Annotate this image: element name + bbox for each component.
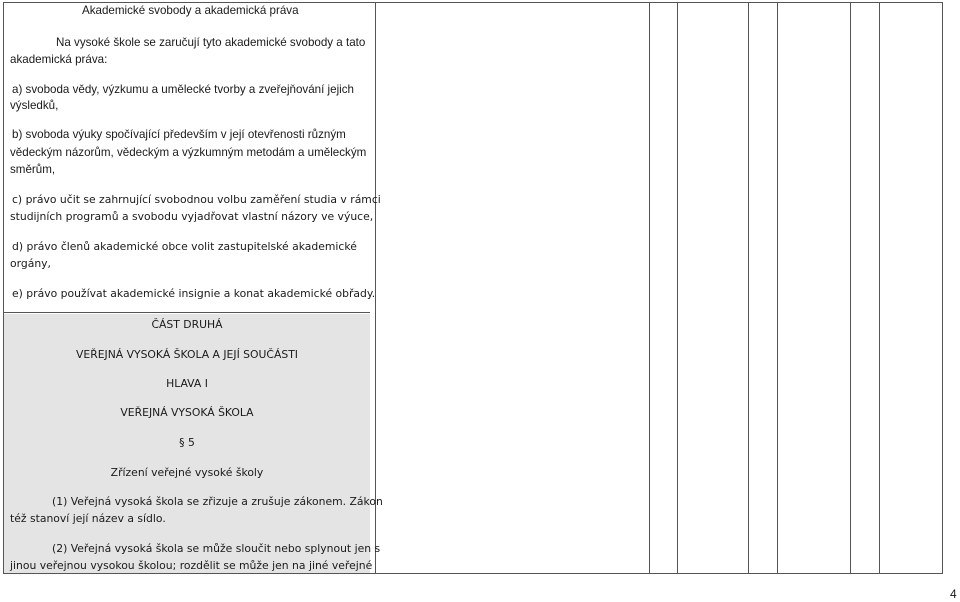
column-divider [777, 2, 778, 574]
law-text-column [4, 3, 383, 573]
academic-freedoms-section [4, 3, 381, 311]
section-title: Zřízení veřejné vysoké školy [110, 466, 264, 479]
intro-line: akademická práva: [10, 53, 108, 66]
list-item-d: d) právo členů akademické obce volit zastupitelské akademické [12, 240, 357, 253]
page-number: 4 [950, 587, 957, 601]
list-item-c: c) právo učit se zahrnující svobodnou volbu zaměření studia v rámci [12, 193, 381, 206]
section-title: Akademické svobody a akademická práva [82, 4, 299, 17]
paragraph-1: též stanoví její název a sídlo. [10, 512, 166, 525]
list-item-a: a) svoboda vědy, výzkumu a umělecké tvorby a zveřejňování jejich [12, 83, 354, 96]
column-divider [677, 2, 678, 574]
column-divider [748, 2, 749, 574]
list-item-b: b) svoboda výuky spočívající především v její otevřenosti různým [12, 128, 346, 141]
column-divider [850, 2, 851, 574]
paragraph-2: (2) Veřejná vysoká škola se může sloučit nebo splynout jen s [52, 542, 381, 555]
list-item-c: studijních programů a svobodu vyjadřovat vlastní názory ve výuce, [10, 210, 374, 223]
row-divider [4, 312, 370, 313]
list-item-b: vědeckým názorům, vědeckým a výzkumným metodám a uměleckým [10, 146, 367, 159]
intro-line: Na vysoké škole se zaručují tyto akademické svobody a tato [56, 36, 366, 49]
list-item-e: e) právo používat akademické insignie a konat akademické obřady. [12, 287, 376, 300]
column-divider [649, 2, 650, 574]
list-item-b: směrům, [10, 163, 56, 176]
list-item-a: výsledků, [10, 99, 59, 112]
paragraph-1: (1) Veřejná vysoká škola se zřizuje a zrušuje zákonem. Zákon [52, 495, 383, 508]
head-title: VEŘEJNÁ VYSOKÁ ŠKOLA [120, 406, 254, 419]
part-two-section [4, 314, 383, 573]
section-number: § 5 [179, 436, 195, 449]
head-heading: HLAVA I [166, 377, 208, 390]
column-divider [879, 2, 880, 574]
list-item-d: orgány, [10, 257, 51, 270]
part-title: VEŘEJNÁ VYSOKÁ ŠKOLA A JEJÍ SOUČÁSTI [75, 348, 298, 361]
paragraph-2: jinou veřejnou vysokou školou; rozdělit se může jen na jiné veřejné [10, 559, 373, 572]
part-heading: ČÁST DRUHÁ [151, 318, 223, 331]
